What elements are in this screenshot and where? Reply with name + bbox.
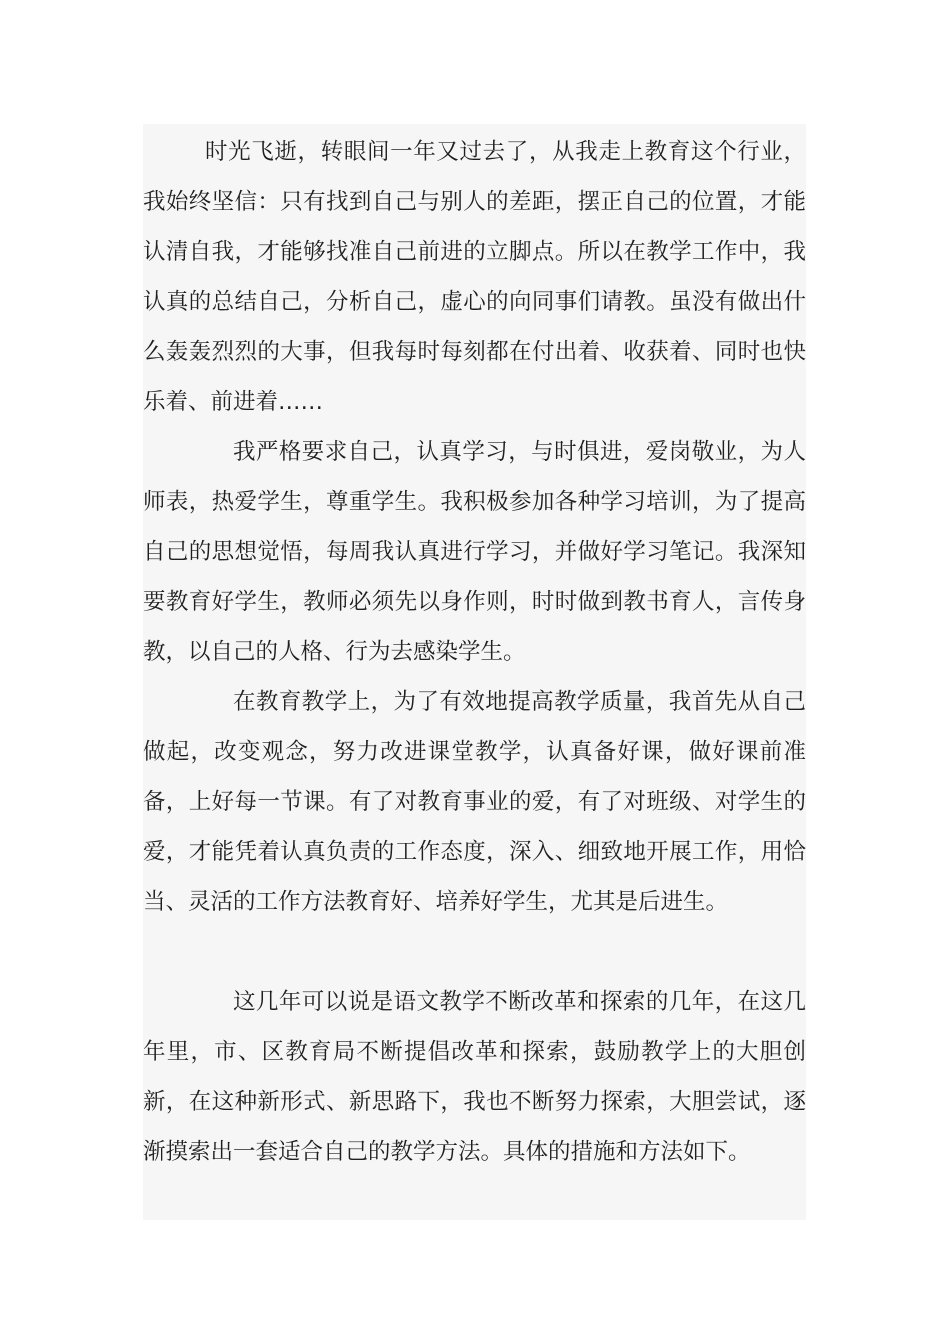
paragraph-2: 我严格要求自己，认真学习，与时俱进，爱岗敬业，为人师表，热爱学生，尊重学生。我积极参加各种学习培训，为了提高自己的思想觉悟，每周我认真进行学习，并做好学习笔记。我深知要教育好学生，教师必须先以身作则，时时做到教书育人，言传身教，以自己的人格、行为去感染学生。 [143,439,806,665]
paragraph-4: 这几年可以说是语文教学不断改革和探索的几年，在这几年里，市、区教育局不断提倡改革和探索，鼓励教学上的大胆创新，在这种新形式、新思路下，我也不断努力探索，大胆尝试，逐渐摸索出一套适合自己的教学方法。具体的措施和方法如下。 [143,989,806,1165]
paragraph-1: 时光飞逝，转眼间一年又过去了，从我走上教育这个行业，我始终坚信：只有找到自己与别人的差距，摆正自己的位置，才能认清自我，才能够找准自己前进的立脚点。所以在教学工作中，我认真的总结自己，分析自己，虚心的向同事们请教。虽没有做出什么轰轰烈烈的大事，但我每时每刻都在付出着、收获着、同时也快乐着、前进着…… [143,139,806,415]
paragraph-3: 在教育教学上，为了有效地提高教学质量，我首先从自己做起，改变观念，努力改进课堂教学，认真备好课，做好课前准备，上好每一节课。有了对教育事业的爱，有了对班级、对学生的爱，才能凭着认真负责的工作态度，深入、细致地开展工作，用恰当、灵活的工作方法教育好、培养好学生，尤其是后进生。 [143,689,806,915]
text-block [143,124,806,1220]
